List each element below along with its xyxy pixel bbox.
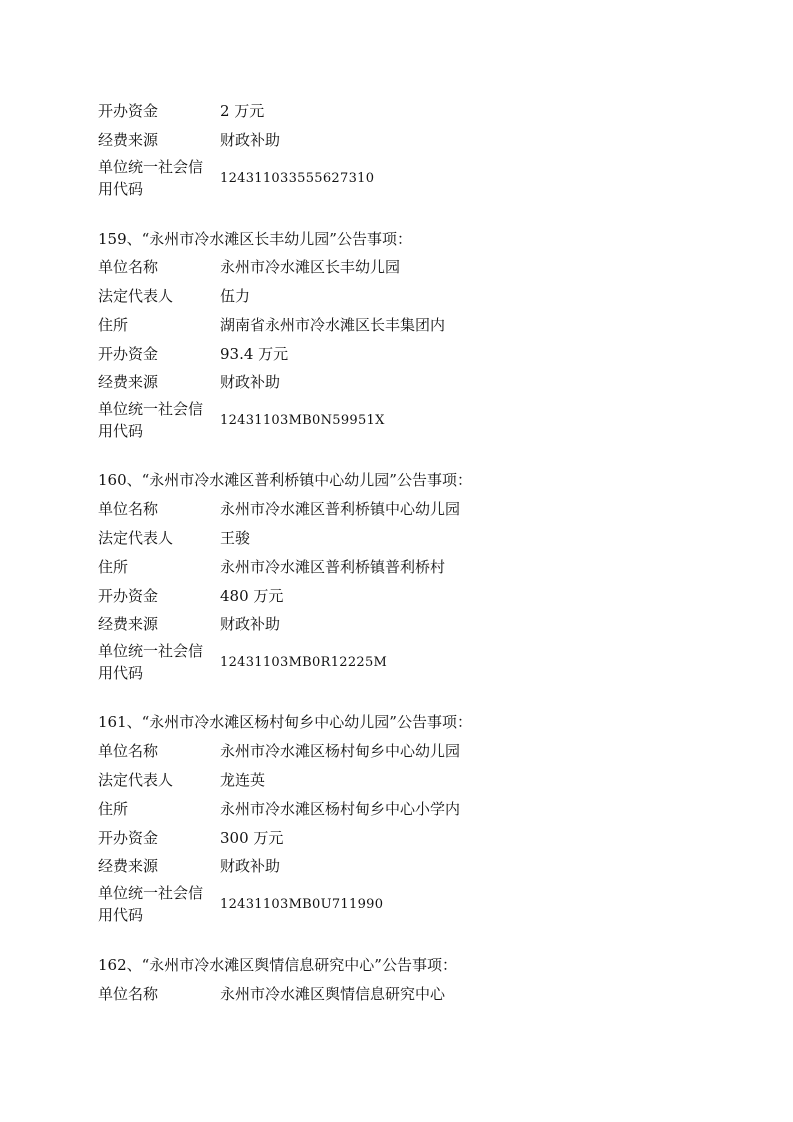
section-heading-161: 161、“永州市冷水滩区杨村甸乡中心幼儿园”公告事项： — [98, 713, 472, 731]
label-capital: 开办资金 — [98, 345, 159, 363]
value-addr: 永州市冷水滩区普利桥镇普利桥村 — [220, 558, 446, 576]
value-code: 12431103MB0R12225M — [220, 655, 388, 670]
section-heading-162: 162、“永州市冷水滩区舆情信息研究中心”公告事项： — [98, 956, 457, 974]
value-addr: 永州市冷水滩区杨村甸乡中心小学内 — [220, 800, 461, 818]
record-row-code — [98, 398, 698, 442]
value-rep: 龙连英 — [220, 771, 266, 789]
label-capital: 开办资金 — [98, 829, 159, 847]
value-capital: 300 万元 — [220, 829, 284, 847]
value-code: 12431103MB0N59951X — [220, 413, 385, 428]
value-name: 永州市冷水滩区舆情信息研究中心 — [220, 985, 446, 1003]
label-code: 单位统一社会信 用代码 — [98, 158, 204, 198]
label-name: 单位名称 — [98, 258, 159, 276]
value-code: 124311033555627310 — [220, 171, 375, 186]
label-funding: 经费来源 — [98, 857, 159, 875]
value-capital: 480 万元 — [220, 587, 284, 605]
value-addr: 湖南省永州市冷水滩区长丰集团内 — [220, 316, 446, 334]
value-name: 永州市冷水滩区长丰幼儿园 — [220, 258, 401, 276]
label-code: 单位统一社会信 用代码 — [98, 884, 204, 924]
value-name: 永州市冷水滩区普利桥镇中心幼儿园 — [220, 500, 461, 518]
label-addr: 住所 — [98, 800, 129, 818]
value-code: 12431103MB0U711990 — [220, 897, 384, 912]
label-rep: 法定代表人 — [98, 287, 174, 305]
value-name: 永州市冷水滩区杨村甸乡中心幼儿园 — [220, 742, 461, 760]
label-name: 单位名称 — [98, 985, 159, 1003]
record-row-code — [98, 882, 698, 926]
section-heading-160: 160、“永州市冷水滩区普利桥镇中心幼儿园”公告事项： — [98, 471, 472, 489]
section-heading-159: 159、“永州市冷水滩区长丰幼儿园”公告事项： — [98, 230, 412, 248]
value-rep: 伍力 — [220, 287, 251, 305]
value-capital: 93.4 万元 — [220, 345, 289, 363]
label-funding: 经费来源 — [98, 615, 159, 633]
label-name: 单位名称 — [98, 742, 159, 760]
label-code: 单位统一社会信 用代码 — [98, 642, 204, 682]
label-rep: 法定代表人 — [98, 771, 174, 789]
record-row-code — [98, 640, 698, 684]
label-capital: 开办资金 — [98, 102, 159, 120]
value-funding: 财政补助 — [220, 615, 281, 633]
label-addr: 住所 — [98, 558, 129, 576]
label-funding: 经费来源 — [98, 373, 159, 391]
value-funding: 财政补助 — [220, 857, 281, 875]
label-capital: 开办资金 — [98, 587, 159, 605]
record-row-code — [98, 156, 698, 200]
value-capital: 2 万元 — [220, 102, 265, 120]
value-rep: 王骏 — [220, 529, 251, 547]
value-funding: 财政补助 — [220, 131, 281, 149]
label-name: 单位名称 — [98, 500, 159, 518]
label-addr: 住所 — [98, 316, 129, 334]
label-funding: 经费来源 — [98, 131, 159, 149]
label-code: 单位统一社会信 用代码 — [98, 400, 204, 440]
value-funding: 财政补助 — [220, 373, 281, 391]
label-rep: 法定代表人 — [98, 529, 174, 547]
